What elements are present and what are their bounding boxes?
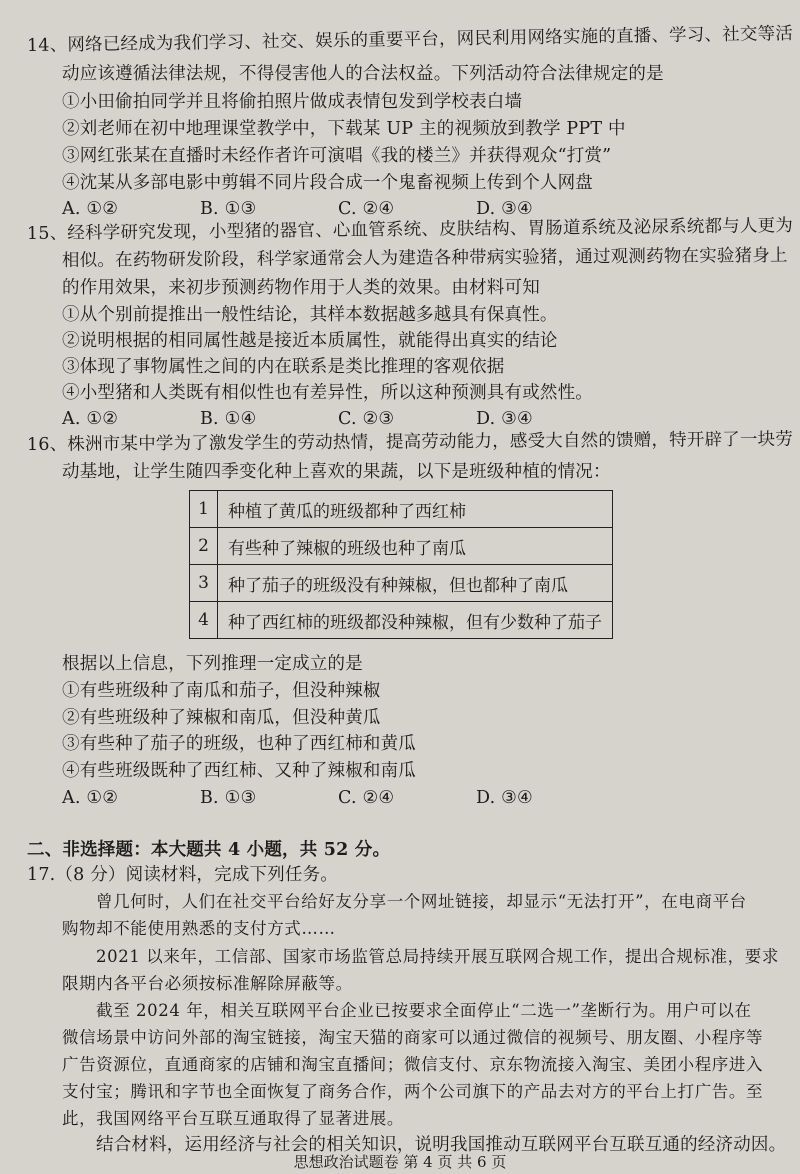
- q14-stem-line-2: 动应该遵循法律法规，不得侵害他人的合法权益。下列活动符合法律规定的是: [62, 64, 664, 84]
- table-row-text: 种了西红柿的班级都没种辣椒，但有少数种了茄子: [218, 602, 613, 639]
- q14-option-c[interactable]: C. ②④: [338, 199, 395, 219]
- q15-stem-line-1: 15、经科学研究发现，小型猪的器官、心血管系统、皮肤结构、胃肠道系统及泌尿系统都与人更为: [26, 215, 794, 244]
- q16-item-4: ④有些班级既种了西红柿、又种了辣椒和南瓜: [62, 761, 416, 781]
- q14-stem-line-1: 14、网络已经成为我们学习、社交、娱乐的重要平台，网民利用网络实施的直播、学习、社交等活: [26, 23, 794, 56]
- q14-item-2: ②刘老师在初中地理课堂教学中，下载某 UP 主的视频放到教学 PPT 中: [62, 119, 626, 139]
- q15-option-c[interactable]: C. ②③: [338, 409, 395, 429]
- q16-stem-line-1: 16、株洲市某中学为了激发学生的劳动热情，提高劳动能力，感受大自然的馈赠，特开辟了一块劳: [26, 429, 794, 455]
- table-row-text: 种植了黄瓜的班级都种了西红柿: [218, 491, 613, 528]
- section-2-heading: 二、非选择题：本大题共 4 小题，共 52 分。: [27, 840, 391, 860]
- q15-option-b[interactable]: B. ①④: [200, 409, 257, 429]
- q15-option-d[interactable]: D. ③④: [476, 409, 533, 429]
- q15-stem-line-3: 的作用效果，来初步预测药物作用于人类的效果。由材料可知: [62, 278, 540, 298]
- q16-stem-line-2: 动基地，让学生随四季变化种上喜欢的果蔬，以下是班级种植的情况：: [62, 462, 611, 482]
- table-row: [190, 528, 613, 565]
- q17-material-p3-line-2: 微信场景中访问外部的淘宝链接，淘宝天猫的商家可以通过微信的视频号、朋友圈、小程序等: [62, 1028, 764, 1047]
- q17-material-p2-line-2: 限期内各平台必须按标准解除屏蔽等。: [62, 974, 353, 993]
- q17-material-p1-line-2: 购物却不能使用熟悉的支付方式……: [62, 919, 336, 938]
- q16-item-2: ②有些班级种了辣椒和南瓜，但没种黄瓜: [62, 708, 381, 728]
- table-row-number: 1: [190, 491, 218, 528]
- q16-options: [62, 785, 533, 811]
- q17-task: 结合材料，运用经济与社会的相关知识，说明我国推动互联网平台互联互通的经济动因。: [96, 1135, 787, 1155]
- q14-option-a[interactable]: A. ①②: [62, 199, 119, 219]
- q16-option-b[interactable]: B. ①③: [200, 788, 257, 808]
- q16-option-a[interactable]: A. ①②: [62, 788, 119, 808]
- q14-item-1: ①小田偷拍同学并且将偷拍照片做成表情包发到学校表白墙: [62, 92, 523, 112]
- q17-material-p2-line-1: 2021 以来年，工信部、国家市场监管总局持续开展互联网合规工作，提出合规标准，要求: [96, 947, 779, 966]
- table-row-number: 2: [190, 528, 218, 565]
- q15-option-a[interactable]: A. ①②: [62, 409, 119, 429]
- q16-item-3: ③有些种了茄子的班级，也种了西红柿和黄瓜: [62, 734, 416, 754]
- table-row-number: 4: [190, 602, 218, 639]
- table-row-number: 3: [190, 565, 218, 602]
- q14-option-b[interactable]: B. ①③: [200, 199, 257, 219]
- q15-stem-line-2: 相似。在药物研发阶段，科学家通常会人为建造各种带病实验猪，通过观测药物在实验猪身上: [61, 245, 788, 271]
- q15-item-1: ①从个别前提推出一般性结论，其样本数据越多越具有保真性。: [62, 305, 558, 325]
- table-row-text: 种了茄子的班级没有种辣椒，但也都种了南瓜: [218, 565, 613, 602]
- table-row: [190, 565, 613, 602]
- table-row: [190, 491, 613, 528]
- q17-material-p3-line-1: 截至 2024 年，相关互联网平台企业已按要求全面停止“二选一”垄断行为。用户可以在: [96, 1001, 752, 1020]
- q15-item-3: ③体现了事物属性之间的内在联系是类比推理的客观依据: [62, 357, 505, 377]
- q17-material-p3-line-4: 支付宝；腾讯和字节也全面恢复了商务合作，两个公司旗下的产品去对方的平台上打广告。至: [62, 1082, 764, 1101]
- q16-item-1: ①有些班级种了南瓜和茄子，但没种辣椒: [62, 681, 381, 701]
- q16-lead: 根据以上信息，下列推理一定成立的是: [62, 654, 363, 674]
- page-footer: 思想政治试题卷 第 4 页 共 6 页: [293, 1153, 507, 1171]
- q16-option-d[interactable]: D. ③④: [476, 788, 533, 808]
- table-row: [190, 602, 613, 639]
- q14-option-d[interactable]: D. ③④: [476, 199, 533, 219]
- q16-option-c[interactable]: C. ②④: [338, 788, 395, 808]
- q17-stem: 17.（8 分）阅读材料，完成下列任务。: [27, 865, 339, 885]
- q14-item-3: ③网红张某在直播时未经作者许可演唱《我的楼兰》并获得观众“打赏”: [62, 146, 612, 166]
- q15-item-4: ④小型猪和人类既有相似性也有差异性，所以这种预测具有或然性。: [62, 383, 593, 403]
- q17-material-p3-line-3: 广告资源位，直通商家的店铺和淘宝直播间；微信支付、京东物流接入淘宝、美团小程序进入: [62, 1055, 764, 1074]
- q15-item-2: ②说明根据的相同属性越是接近本质属性，就能得出真实的结论: [62, 331, 558, 351]
- planting-info-table: [189, 490, 613, 639]
- q17-material-p1-line-1: 曾几何时，人们在社交平台给好友分享一个网址链接，却显示“无法打开”，在电商平台: [96, 892, 747, 911]
- table-row-text: 有些种了辣椒的班级也种了南瓜: [218, 528, 613, 565]
- q14-item-4: ④沈某从多部电影中剪辑不同片段合成一个鬼畜视频上传到个人网盘: [62, 173, 593, 193]
- q17-material-p3-line-5: 此，我国网络平台互联互通取得了显著进展。: [62, 1109, 404, 1128]
